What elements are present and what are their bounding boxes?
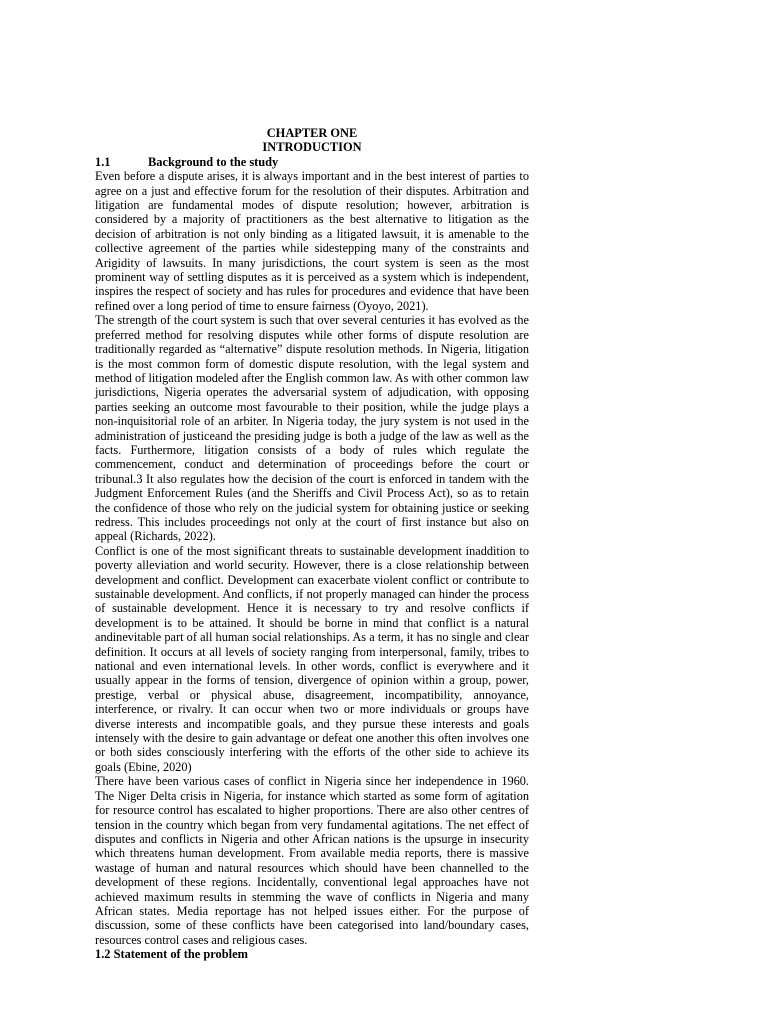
section-heading-1-2: 1.2 Statement of the problem: [95, 947, 248, 962]
chapter-title: INTRODUCTION: [262, 140, 362, 155]
section-heading-1-1: [95, 155, 529, 169]
paragraph-3: Conflict is one of the most significant threats to sustainable development inaddition to poverty alleviation and world security. However, there is a close relationship between development and conflict. Development can exacerbate violent conflict or contribute to sustainable development. And conflicts, if not properly managed can hinder the process of sustainable development. Hence it is necessary to try and resolve conflicts if development is to be attained. It should be borne in mind that conflict is a natural andinevitable part of all human social relationships. As a term, it has no single and clear definition. It occurs at all levels of society ranging from interpersonal, family, tribes to national and even international levels. In other words, conflict is everywhere and it usually appear in the forms of tension, divergence of opinion within a group, power, prestige, verbal or physical abuse, disagreement, incompatibility, annoyance, interference, or rivalry. It can occur when two or more individuals or groups have diverse interests and incompatible goals, and they pursue these interests and goals intensely with the desire to gain advantage or defeat one another this often involves one or both sides consciously interfering with the efforts of the other side to achieve its goals (Ebine, 2020): [95, 543, 529, 774]
document-page: [95, 126, 529, 962]
paragraph-2: The strength of the court system is such that over several centuries it has evolved as the preferred method for resolving disputes while other forms of dispute resolution are traditionally regarded as “alternative” dispute resolution methods. In Nigeria, litigation is the most common form of domestic dispute resolution, with the legal system and method of litigation modeled after the English common law. As with other common law jurisdictions, Nigeria operates the adversarial system of adjudication, with opposing parties seeking an outcome most favourable to their position, while the judge plays a non-inquisitorial role of an arbiter. In Nigeria today, the jury system is not used in the administration of justiceand the presiding judge is both a judge of the law as well as the facts. Furthermore, litigation consists of a body of rules which regulate the commencement, conduct and determination of proceedings before the court or tribunal.3 It also regulates how the decision of the court is enforced in tandem with the Judgment Enforcement Rules (and the Sheriffs and Civil Process Act), so as to retain the confidence of those who rely on the judicial system for obtaining justice or seeking redress. This includes proceedings not only at the court of first instance but also on appeal (Richards, 2022).: [95, 313, 529, 544]
section-title: Background to the study: [148, 154, 279, 169]
section-number: 1.1: [95, 154, 111, 169]
paragraph-1: Even before a dispute arises, it is always important and in the best interest of parties to agree on a just and effective forum for the resolution of their disputes. Arbitration and litigation are fundamental modes of dispute resolution; however, arbitration is considered by a majority of practitioners as the best alternative to litigation as the decision of arbitration is not only binding as a litigated lawsuit, it is amenable to the collective agreement of the parties while sidestepping many of the constraints and Arigidity of lawsuits. In many jurisdictions, the court system is seen as the most prominent way of settling disputes as it is perceived as a system which is independent, inspires the respect of society and has rules for procedures and evidence that have been refined over a long period of time to ensure fairness (Oyoyo, 2021).: [95, 169, 529, 313]
chapter-label: CHAPTER ONE: [266, 126, 358, 140]
paragraph-4: There have been various cases of conflict in Nigeria since her independence in 1960. The Niger Delta crisis in Nigeria, for instance which started as some form of agitation for resource control has escalated to higher proportions. There are also other centres of tension in the country which began from very fundamental agitations. The net effect of disputes and conflicts in Nigeria and other African nations is the upsurge in insecurity which threatens human development. From available media reports, there is massive wastage of human and natural resources which should have been channelled to the development of these regions. Incidentally, conventional legal approaches have not achieved maximum results in stemming the wave of conflicts in Nigeria and many African states. Media reportage has not helped issues either. For the purpose of discussion, some of these conflicts have been categorised into land/boundary cases, resources control cases and religious cases.: [95, 774, 529, 947]
